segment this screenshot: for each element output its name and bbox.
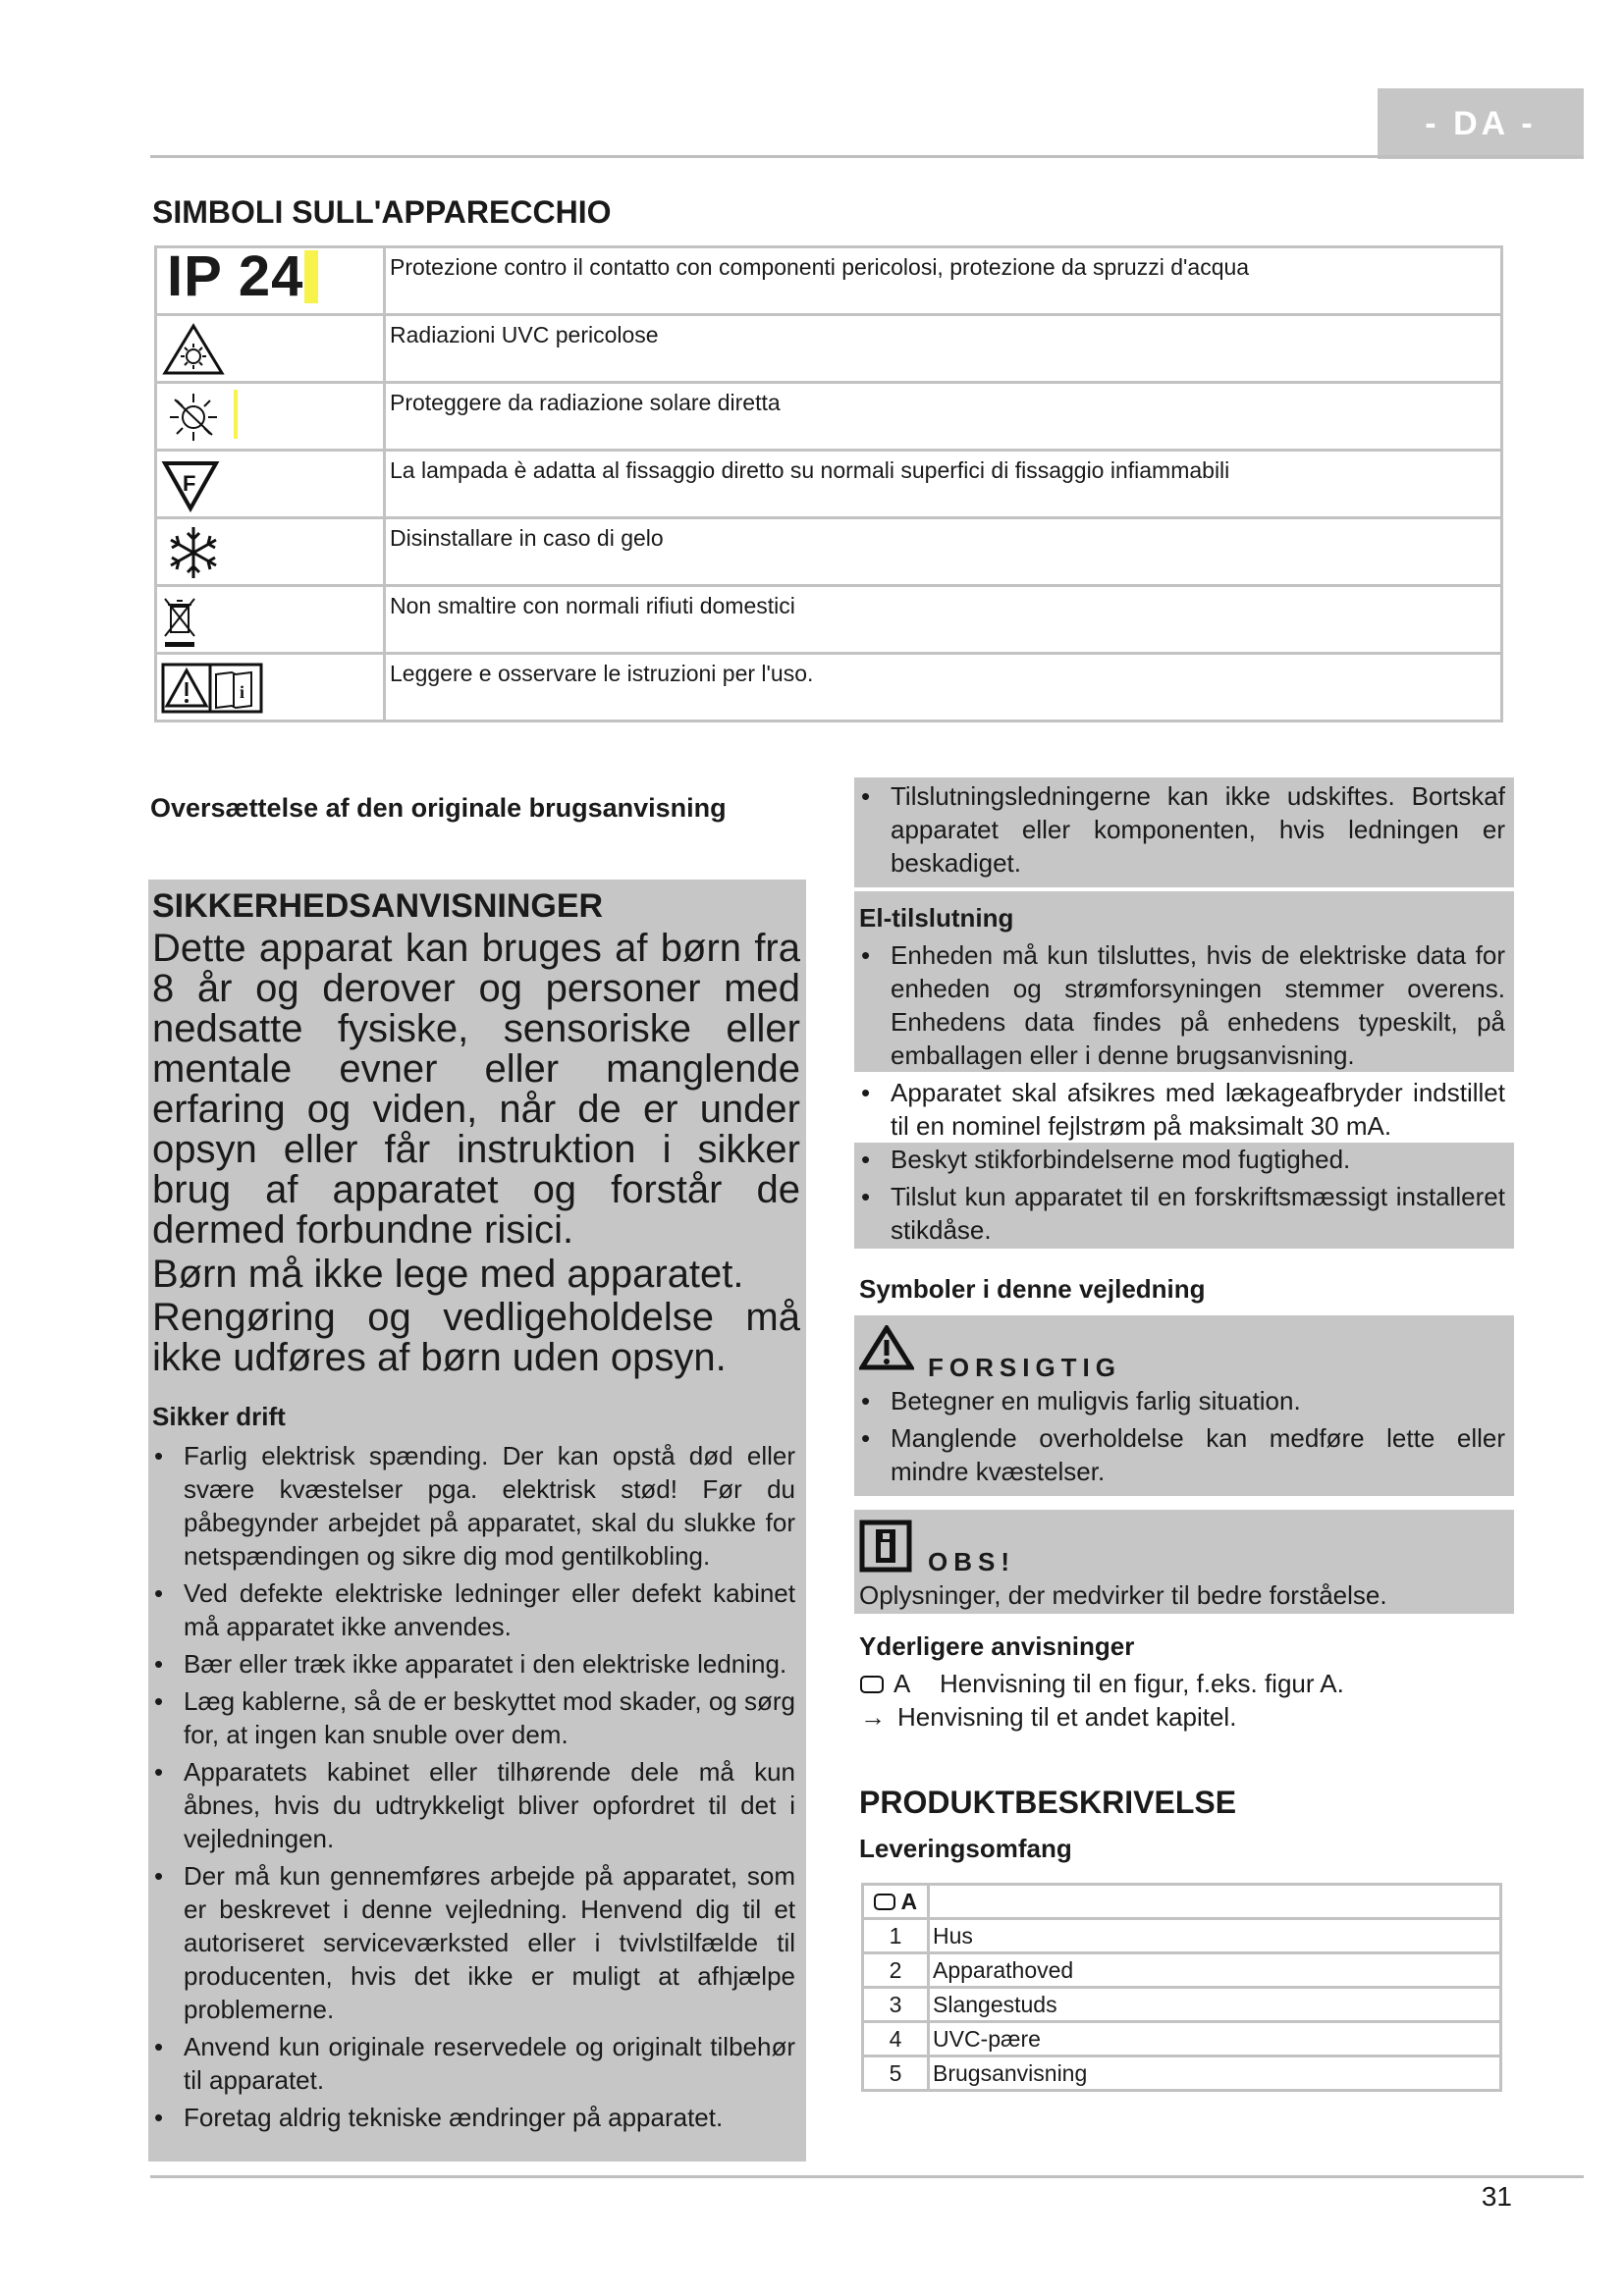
- table-row: 5 Brugsanvisning: [863, 2056, 1501, 2091]
- list-item: • Manglende overholdelse kan medføre lette eller mindre kvæstelser.: [859, 1421, 1505, 1488]
- safety-paragraph: Børn må ikke lege med apparatet.: [152, 1253, 744, 1296]
- symbol-row: [156, 315, 1502, 383]
- el-list: [859, 938, 1505, 1147]
- translation-note: Oversættelse af den originale brugsanvisning: [150, 793, 727, 823]
- caution-list: [859, 1384, 1505, 1492]
- svg-text:i: i: [240, 682, 245, 702]
- uvc-warning-icon: [161, 322, 226, 377]
- product-description-title: PRODUKTBESKRIVELSE: [859, 1785, 1237, 1820]
- symbol-description: Leggere e osservare le istruzioni per l'uso.: [385, 654, 1502, 721]
- snowflake-icon: [161, 525, 226, 580]
- symbol-description: Protezione contro il contatto con componenti pericolosi, protezione da spruzzi d'acqua: [385, 247, 1502, 315]
- symbol-description: Non smaltire con normali rifiuti domestici: [385, 586, 1502, 654]
- symbol-row: [156, 383, 1502, 451]
- list-item: • Tilslut kun apparatet til en forskriftsmæssigt installeret stikdåse.: [859, 1180, 1505, 1247]
- list-item: • Ved defekte elektriske ledninger eller defekt kabinet må apparatet ikke anvendes.: [152, 1576, 795, 1643]
- symbol-description: Radiazioni UVC pericolose: [385, 315, 1502, 383]
- list-item: • Apparatets kabinet eller tilhørende dele må kun åbnes, hvis du udtrykkeligt bliver opfordret til det i vejledningen.: [152, 1755, 795, 1855]
- list-item: • Bær eller træk ikke apparatet i den elektriske ledning.: [152, 1647, 795, 1681]
- read-manual-icon: [161, 661, 269, 716]
- list-item: • Læg kablerne, så de er beskyttet mod skader, og sørg for, at ingen kan snuble over dem.: [152, 1684, 795, 1751]
- symbol-description: La lampada è adatta al fissaggio diretto su normali superfici di fissaggio infiammabili: [385, 451, 1502, 518]
- table-row: 2 Apparathoved: [863, 1953, 1501, 1988]
- table-row: 1 Hus: [863, 1919, 1501, 1953]
- safety-paragraph: Dette apparat kan bruges af børn fra 8 år og derover og personer med nedsatte fysiske, sensoriske eller mentale evner eller manglende erfaring og viden, når de er under opsyn eller får instruktion i sikker brug af apparatet og forstår de dermed forbundne risici.: [152, 927, 800, 1252]
- chapter-reference-arrow-icon: →: [860, 1702, 886, 1732]
- crossed-bin-icon: [161, 593, 226, 652]
- header-divider: [150, 155, 1584, 158]
- list-item: • Betegner en muligvis farlig situation.: [859, 1384, 1505, 1417]
- symbol-row: [156, 654, 1502, 721]
- delivery-table: [861, 1883, 1502, 2092]
- note-label: OBS!: [928, 1547, 1015, 1576]
- el-list-continued: [859, 1143, 1505, 1251]
- delivery-scope-title: Leveringsomfang: [859, 1834, 1072, 1863]
- chapter-reference-text: Henvisning til et andet kapitel.: [897, 1702, 1237, 1732]
- list-item: • Der må kun gennemføres arbejde på apparatet, som er beskrevet i denne vejledning. Henvend dig til et autoriseret serviceværksted eller i tvivlstilfælde til producenten, hvis det ikke er muligt at afhjælpe problemerne.: [152, 1859, 795, 2026]
- symbol-description: Proteggere da radiazione solare diretta: [385, 383, 1502, 451]
- figure-reference-icon: [859, 1675, 885, 1696]
- page-number: 31: [1481, 2181, 1512, 2212]
- highlight-mark: [234, 390, 238, 439]
- table-row: 3 Slangestuds: [863, 1988, 1501, 2022]
- further-instructions-title: Yderligere anvisninger: [859, 1631, 1135, 1661]
- el-title: El-tilslutning: [859, 903, 1014, 933]
- safety-title: SIKKERHEDSANVISNINGER: [152, 887, 604, 925]
- highlight-mark: [304, 250, 318, 303]
- warning-triangle-icon: [859, 1325, 914, 1370]
- figure-reference-marker: A: [893, 1669, 911, 1698]
- symbol-row: [156, 518, 1502, 586]
- list-item: • Anvend kun originale reservedele og originalt tilbehør til apparatet.: [152, 2030, 795, 2097]
- list-item: • Foretag aldrig tekniske ændringer på apparatet.: [152, 2101, 795, 2134]
- symbols-section-title: SIMBOLI SULL'APPARECCHIO: [152, 194, 612, 230]
- safe-operation-title: Sikker drift: [152, 1402, 286, 1431]
- ip-rating-icon: IP 24: [156, 247, 385, 315]
- f-mark-icon: [161, 457, 226, 512]
- svg-text:F: F: [183, 471, 196, 496]
- list-item: • Farlig elektrisk spænding. Der kan opstå død eller svære kvæstelser pga. elektrisk stød! Før du påbegynder arbejdet på apparatet, skal du slukke for netspændingen og sikre dig mod gentilkobling.: [152, 1439, 795, 1573]
- cable-list: [859, 779, 1505, 883]
- list-item: • Enheden må kun tilsluttes, hvis de elektriske data for enheden og strømforsyningen stemmer overens. Enhedens data findes på enhedens typeskilt, på emballagen eller i denne brugsanvisning.: [859, 938, 1505, 1072]
- safe-operation-list: [152, 1439, 795, 2138]
- symbol-row: [156, 451, 1502, 518]
- list-item: • Beskyt stikforbindelserne mod fugtighed.: [859, 1143, 1505, 1176]
- note-text: Oplysninger, der medvirker til bedre forståelse.: [859, 1580, 1387, 1610]
- figure-reference-icon: [874, 1894, 895, 1911]
- symbols-guide-title: Symboler i denne vejledning: [859, 1274, 1206, 1304]
- safety-paragraph: Rengøring og vedligeholdelse må ikke udføres af børn uden opsyn.: [152, 1296, 800, 1379]
- symbol-row: [156, 586, 1502, 654]
- list-item: • Apparatet skal afsikres med lækageafbryder indstillet til en nominel fejlstrøm på maksimalt 30 mA.: [859, 1076, 1505, 1143]
- sun-icon: [161, 390, 226, 445]
- figure-reference-text: Henvisning til en figur, f.eks. figur A.: [940, 1669, 1344, 1698]
- list-item: • Tilslutningsledningerne kan ikke udskiftes. Bortskaf apparatet eller komponenten, hvis ledningen er beskadiget.: [859, 779, 1505, 880]
- symbol-description: Disinstallare in caso di gelo: [385, 518, 1502, 586]
- table-row: [863, 1885, 1501, 1919]
- footer-divider: [150, 2175, 1584, 2178]
- symbols-table: [154, 245, 1503, 722]
- caution-label: FORSIGTIG: [928, 1353, 1121, 1382]
- table-row: 4 UVC-pære: [863, 2022, 1501, 2056]
- language-tab: - DA -: [1378, 88, 1584, 159]
- figure-label: A: [900, 1888, 918, 1914]
- symbol-row: [156, 247, 1502, 315]
- info-icon: [859, 1520, 912, 1573]
